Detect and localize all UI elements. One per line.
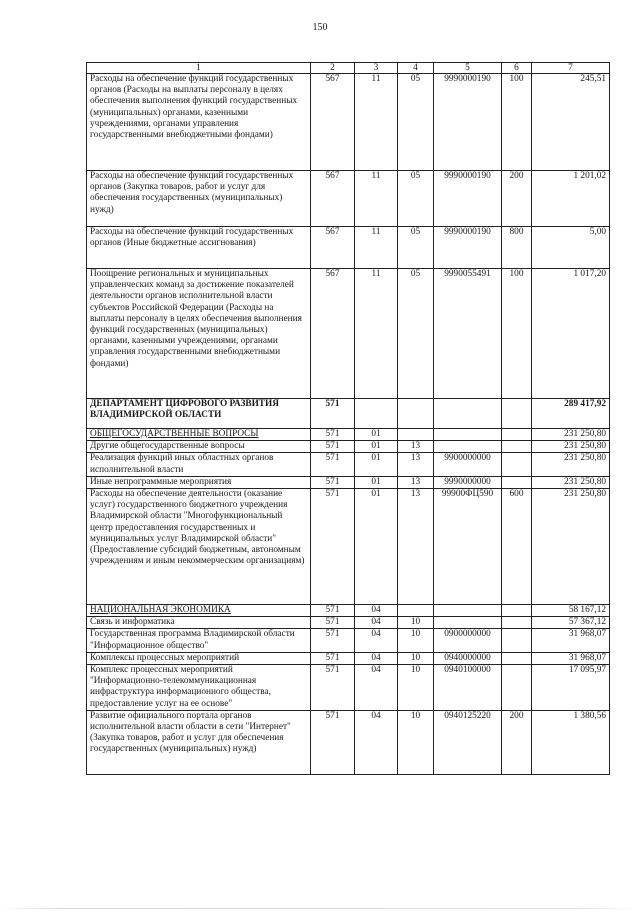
- row-type: 100: [502, 269, 532, 399]
- row-subsection: 05: [398, 74, 434, 171]
- row-subsection: 10: [398, 617, 434, 629]
- row-code: 571: [311, 665, 355, 711]
- row-target: 0900000000: [434, 629, 502, 652]
- row-code: 571: [311, 710, 355, 774]
- row-type: 100: [502, 74, 532, 171]
- row-subsection: 10: [398, 710, 434, 774]
- row-target: [434, 399, 502, 429]
- row-sum: 289 417,92: [532, 399, 610, 429]
- row-subsection: 05: [398, 227, 434, 269]
- row-name: [87, 605, 311, 617]
- table-row: [87, 269, 610, 399]
- row-subsection: 10: [398, 652, 434, 664]
- row-target: 99900ФЦ590: [434, 489, 502, 605]
- row-section: 04: [355, 617, 398, 629]
- row-code: 571: [311, 617, 355, 629]
- table-row: [87, 171, 610, 227]
- row-type: [502, 617, 532, 629]
- row-section: 01: [355, 441, 398, 453]
- row-target: 9900000000: [434, 453, 502, 476]
- table-row: [87, 617, 610, 629]
- row-sum: 231 250,80: [532, 489, 610, 605]
- table-row: [87, 74, 610, 171]
- row-subsection: 10: [398, 629, 434, 652]
- row-type: [502, 605, 532, 617]
- row-code: 571: [311, 399, 355, 429]
- table-row: [87, 629, 610, 652]
- row-section: 04: [355, 652, 398, 664]
- row-name-text: ОБЩЕГОСУДАРСТВЕННЫЕ ВОПРОСЫ: [90, 429, 259, 439]
- row-type: 200: [502, 171, 532, 227]
- row-subsection: 13: [398, 489, 434, 605]
- row-sum: 1 380,56: [532, 710, 610, 774]
- row-code: 567: [311, 171, 355, 227]
- row-subsection: [398, 429, 434, 441]
- row-sum: 31 968,07: [532, 652, 610, 664]
- row-name: Связь и информатика: [87, 617, 311, 629]
- row-target: 9990055491: [434, 269, 502, 399]
- row-sum: 231 250,80: [532, 476, 610, 488]
- row-type: 800: [502, 227, 532, 269]
- header-cell: 7: [532, 63, 610, 74]
- row-section: 04: [355, 605, 398, 617]
- row-name: Иные непрограммные мероприятия: [87, 476, 311, 488]
- row-target: 0940100000: [434, 665, 502, 711]
- row-code: 567: [311, 227, 355, 269]
- row-name: Поощрение региональных и муниципальных управленческих команд за достижение показателей деятельности органов исполнительной власти субъектов Российской Федерации (Расходы на выплаты персоналу в целях обеспечения выполнения функций государственных (муниципальных) органами, казенными учреждениями, органами управления государственными внебюджетными фондами): [87, 269, 311, 399]
- row-type: [502, 429, 532, 441]
- row-target: 0940000000: [434, 652, 502, 664]
- row-section: [355, 399, 398, 429]
- header-cell: 4: [398, 63, 434, 74]
- row-code: 571: [311, 489, 355, 605]
- row-section: 11: [355, 269, 398, 399]
- row-subsection: 05: [398, 269, 434, 399]
- table-row: [87, 429, 610, 441]
- row-section: 01: [355, 429, 398, 441]
- row-name: Расходы на обеспечение функций государственных органов (Иные бюджетные ассигнования): [87, 227, 311, 269]
- page-number: 150: [312, 22, 328, 33]
- row-section: 04: [355, 710, 398, 774]
- row-name: [87, 429, 311, 441]
- table-row: [87, 489, 610, 605]
- row-subsection: 13: [398, 476, 434, 488]
- row-target: [434, 617, 502, 629]
- row-name: Государственная программа Владимирской области "Информационное общество": [87, 629, 311, 652]
- row-sum: 57 367,12: [532, 617, 610, 629]
- budget-table: [86, 62, 610, 775]
- row-sum: 231 250,80: [532, 429, 610, 441]
- row-sum: 231 250,80: [532, 453, 610, 476]
- row-section: 01: [355, 453, 398, 476]
- header-cell: 2: [311, 63, 355, 74]
- row-sum: 231 250,80: [532, 441, 610, 453]
- row-target: [434, 605, 502, 617]
- table-row: [87, 476, 610, 488]
- row-subsection: [398, 605, 434, 617]
- row-target: [434, 441, 502, 453]
- row-section: 04: [355, 665, 398, 711]
- row-code: 571: [311, 629, 355, 652]
- row-code: 571: [311, 605, 355, 617]
- header-cell: 6: [502, 63, 532, 74]
- header-row: [87, 63, 610, 74]
- scan-edge-line: [0, 908, 640, 909]
- row-target: 0940125220: [434, 710, 502, 774]
- row-section: 04: [355, 629, 398, 652]
- row-subsection: 05: [398, 171, 434, 227]
- row-section: 11: [355, 227, 398, 269]
- row-type: [502, 665, 532, 711]
- row-name: Расходы на обеспечение функций государственных органов (Расходы на выплаты персоналу в целях обеспечения выполнения функций государственных (муниципальных) органами, казенными учреждениями, органами управления государственными внебюджетными фондами): [87, 74, 311, 171]
- row-name: Расходы на обеспечение функций государственных органов (Закупка товаров, работ и услуг для обеспечения государственных (муниципальных) нужд): [87, 171, 311, 227]
- table-row: [87, 605, 610, 617]
- row-code: 571: [311, 453, 355, 476]
- table-row: [87, 399, 610, 429]
- row-type: [502, 441, 532, 453]
- table-row: [87, 227, 610, 269]
- row-type: 600: [502, 489, 532, 605]
- row-name: ДЕПАРТАМЕНТ ЦИФРОВОГО РАЗВИТИЯ ВЛАДИМИРСКОЙ ОБЛАСТИ: [87, 399, 311, 429]
- row-name-text: НАЦИОНАЛЬНАЯ ЭКОНОМИКА: [90, 605, 231, 616]
- row-subsection: 13: [398, 441, 434, 453]
- row-target: 9990000190: [434, 74, 502, 171]
- row-subsection: [398, 399, 434, 429]
- row-type: 200: [502, 710, 532, 774]
- row-code: 571: [311, 652, 355, 664]
- row-type: [502, 629, 532, 652]
- table-row: [87, 665, 610, 711]
- row-sum: 1 017,20: [532, 269, 610, 399]
- row-sum: 245,51: [532, 74, 610, 171]
- row-code: 571: [311, 441, 355, 453]
- table-row: [87, 441, 610, 453]
- row-subsection: 13: [398, 453, 434, 476]
- row-section: 11: [355, 171, 398, 227]
- row-code: 571: [311, 476, 355, 488]
- table-row: [87, 453, 610, 476]
- row-sum: 5,00: [532, 227, 610, 269]
- row-code: 567: [311, 269, 355, 399]
- row-section: 11: [355, 74, 398, 171]
- table-row: [87, 652, 610, 664]
- row-subsection: 10: [398, 665, 434, 711]
- header-cell: 3: [355, 63, 398, 74]
- header-cell: 5: [434, 63, 502, 74]
- row-code: 567: [311, 74, 355, 171]
- row-sum: 58 167,12: [532, 605, 610, 617]
- row-section: 01: [355, 476, 398, 488]
- row-type: [502, 399, 532, 429]
- row-type: [502, 476, 532, 488]
- row-section: 01: [355, 489, 398, 605]
- row-type: [502, 652, 532, 664]
- row-name: Развитие официального портала органов исполнительной власти области в сети "Интернет" (Закупка товаров, работ и услуг для обеспечения государственных (муниципальных) нужд): [87, 710, 311, 774]
- row-target: 9990000190: [434, 227, 502, 269]
- row-name: Другие общегосударственные вопросы: [87, 441, 311, 453]
- row-name: Комплексы процессных мероприятий: [87, 652, 311, 664]
- row-sum: 31 968,07: [532, 629, 610, 652]
- row-name: Расходы на обеспечение деятельности (оказание услуг) государственного бюджетного учреждения Владимирской области "Многофункциональный центр предоставления государственных и муниципальных услуг Владимирской области" (Предоставление субсидий бюджетным, автономным учреждениям и иным некоммерческим организациям): [87, 489, 311, 605]
- row-target: [434, 429, 502, 441]
- row-name: Комплекс процессных мероприятий "Информационно-телекоммуникационная инфраструктура информационного общества, предоставление услуг на ее основе": [87, 665, 311, 711]
- row-code: 571: [311, 429, 355, 441]
- row-target: 9990000000: [434, 476, 502, 488]
- header-cell: 1: [87, 63, 311, 74]
- row-name: Реализация функций иных областных органов исполнительной власти: [87, 453, 311, 476]
- row-sum: 1 201,02: [532, 171, 610, 227]
- row-type: [502, 453, 532, 476]
- table-row: [87, 710, 610, 774]
- row-target: 9990000190: [434, 171, 502, 227]
- row-sum: 17 095,97: [532, 665, 610, 711]
